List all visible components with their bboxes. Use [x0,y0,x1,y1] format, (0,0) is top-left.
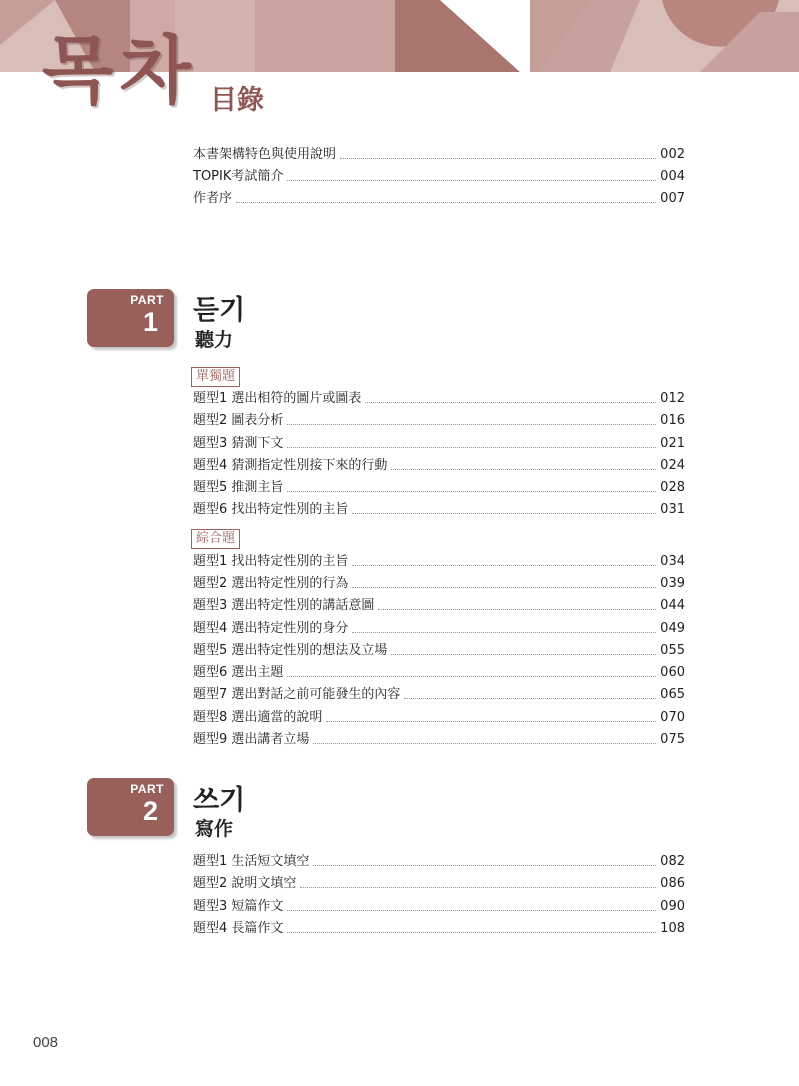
dot-leader [313,743,656,744]
dot-leader [378,609,656,610]
dot-leader [391,469,656,470]
dot-leader [236,202,656,203]
dot-leader [287,424,656,425]
dot-leader [287,932,656,933]
toc-entry-page: 039 [660,576,685,591]
part-badge [87,289,174,347]
part-title-korean: 쓰기 [193,785,246,816]
toc-entry[interactable] [193,574,685,594]
toc-entry-label: 題型3 猜測下文 [193,436,284,451]
dot-leader [404,698,656,699]
dot-leader [391,654,656,655]
toc-entry-label: 題型2 圖表分析 [193,413,284,428]
toc-entry-label: 題型7 選出對話之前可能發生的內容 [193,687,401,702]
dot-leader [352,632,656,633]
toc-entry[interactable] [193,389,685,409]
toc-entry-page: 055 [660,643,685,658]
toc-entry[interactable] [193,641,685,661]
toc-entry[interactable] [193,852,685,872]
page-title-chinese: 目錄 [210,85,264,116]
toc-entry[interactable] [193,189,685,209]
toc-entry[interactable] [193,552,685,572]
toc-entry-page: 016 [660,413,685,428]
toc-entry-page: 065 [660,687,685,702]
toc-entry[interactable] [193,897,685,917]
dot-leader [287,676,656,677]
toc-entry-label: 題型2 說明文填空 [193,876,297,891]
toc-entry-page: 012 [660,391,685,406]
toc-entry-label: 題型6 選出主題 [193,665,284,680]
toc-entry-label: 題型1 生活短文填空 [193,854,310,869]
toc-entry-page: 090 [660,899,685,914]
toc-entry[interactable] [193,685,685,705]
toc-entry-label: 題型4 猜測指定性別接下來的行動 [193,458,388,473]
toc-entry-page: 086 [660,876,685,891]
part-title-chinese: 寫作 [195,818,234,840]
toc-entry-page: 049 [660,621,685,636]
toc-entry-label: 題型3 短篇作文 [193,899,284,914]
dot-leader [326,721,656,722]
toc-entry[interactable] [193,919,685,939]
toc-entry[interactable] [193,145,685,165]
category-label: 單獨題 [191,367,240,387]
toc-entry-page: 060 [660,665,685,680]
dot-leader [352,513,656,514]
toc-entry-page: 024 [660,458,685,473]
dot-leader [352,565,656,566]
dot-leader [300,887,656,888]
toc-entry-label: TOPIK考試簡介 [193,169,284,184]
toc-entry-page: 021 [660,436,685,451]
toc-entry-label: 題型1 選出相符的圖片或圖表 [193,391,362,406]
toc-entry[interactable] [193,167,685,187]
toc-entry-label: 題型4 選出特定性別的身分 [193,621,349,636]
toc-entry-page: 044 [660,598,685,613]
toc-entry-page: 082 [660,854,685,869]
dot-leader [365,402,656,403]
dot-leader [287,180,656,181]
part-title-korean: 듣기 [193,295,246,326]
page-title-korean: 목차 [42,28,197,114]
toc-entry[interactable] [193,456,685,476]
toc-entry-page: 002 [660,147,685,162]
toc-entry[interactable] [193,874,685,894]
dot-leader [352,587,656,588]
toc-entry[interactable] [193,596,685,616]
part-badge-number: 1 [142,307,158,337]
toc-entry[interactable] [193,663,685,683]
toc-entry-page: 007 [660,191,685,206]
dot-leader [313,865,656,866]
dot-leader [287,447,656,448]
toc-entry-page: 034 [660,554,685,569]
toc-entry[interactable] [193,434,685,454]
toc-entry-page: 108 [660,921,685,936]
toc-entry-page: 004 [660,169,685,184]
toc-entry[interactable] [193,708,685,728]
toc-entry-label: 題型9 選出講者立場 [193,732,310,747]
dot-leader [287,491,656,492]
toc-entry[interactable] [193,411,685,431]
part-badge-label: PART [130,782,164,796]
toc-entry-label: 題型8 選出適當的說明 [193,710,323,725]
toc-entry-page: 028 [660,480,685,495]
toc-entry-label: 題型5 推測主旨 [193,480,284,495]
toc-entry-page: 031 [660,502,685,517]
page-number: 008 [33,1034,59,1051]
toc-entry-label: 題型5 選出特定性別的想法及立場 [193,643,388,658]
toc-entry[interactable] [193,619,685,639]
toc-entry-label: 本書架構特色與使用說明 [193,147,337,162]
part-badge [87,778,174,836]
dot-leader [340,158,656,159]
toc-entry[interactable] [193,478,685,498]
toc-entry-label: 作者序 [193,191,233,206]
toc-entry-page: 070 [660,710,685,725]
toc-entry-page: 075 [660,732,685,747]
toc-entry-label: 題型2 選出特定性別的行為 [193,576,349,591]
category-label: 綜合題 [191,529,240,549]
part-badge-label: PART [130,293,164,307]
dot-leader [287,910,656,911]
toc-entry[interactable] [193,730,685,750]
toc-entry-label: 題型4 長篇作文 [193,921,284,936]
toc-entry-label: 題型6 找出特定性別的主旨 [193,502,349,517]
part-title-chinese: 聽力 [195,329,234,351]
toc-entry-label: 題型1 找出特定性別的主旨 [193,554,349,569]
part-badge-number: 2 [142,796,158,826]
toc-entry-label: 題型3 選出特定性別的講話意圖 [193,598,375,613]
toc-entry[interactable] [193,500,685,520]
